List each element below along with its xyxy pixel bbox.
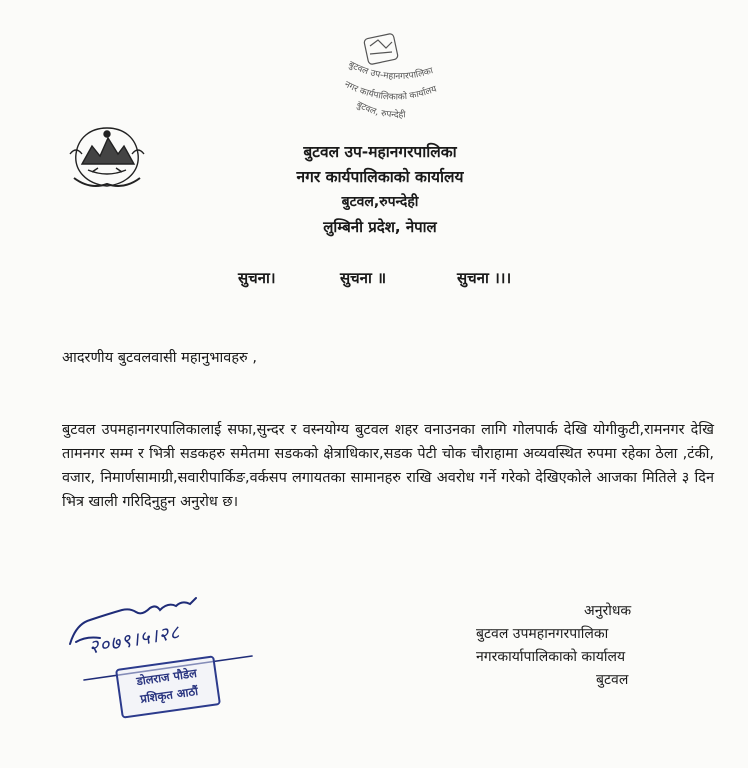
handwritten-date: २०७९।५।२८ [86,621,182,659]
municipality-seal-icon [326,30,458,140]
signer-office-1: बुटवल उपमहानगरपालिका [476,626,609,642]
stamp-officer-title: प्रशिकृत आठौं [139,683,199,706]
office-location: बुटवल,रुपन्देही [341,194,419,210]
svg-text:नगर कार्यपालिकाको कार्यालय: नगर कार्यपालिकाको कार्यालय [342,79,439,103]
office-name: नगर कार्यपालिकाको कार्यालय [296,168,464,186]
notice-label-2: सुचना ॥ [340,269,387,287]
notice-label-3: सुचना ।।। [457,269,512,287]
province-country: लुम्बिनी प्रदेश, नेपाल [323,218,437,236]
notice-label-1: सुचना। [238,269,276,287]
requester-label: अनुरोधक [584,603,632,619]
signer-office-2: नगरकार्यापालिकाको कार्यालय [476,649,626,665]
signer-place: बुटवल [596,672,629,688]
stamp-officer-name: डोलराज पौडेल [135,665,198,689]
notice-body: बुटवल उपमहानगरपालिकालाई सफा,सुन्दर र वस्नयोग्य बुटवल शहर वनाउनका लागि गोलपार्क देखि योगीकुटी,रामनगर देखि तामनगर सम्म र भित्री सडकहरु समेतमा सडकको क्षेत्राधिकार,सडक पेटी चोक चौराहामा अव्यवस्थित रुपमा रहेका ठेला ,टंकी, वजार, निमार्णसामाग्री,सवारीपार्किङ,वर्कसप लगायतका सामानहरु राखि अवरोध गर्ने गरेको देखिएकोले आजका मितिले ३ दिन भित्र खाली गरिदिनुहुन अनुरोध छ। [62,422,714,510]
municipality-name: बुटवल उप-महानगरपालिका [303,143,457,161]
handwritten-signature-icon [56,580,256,740]
notice-heading [0,268,748,292]
svg-text:बुटवल उप-महानगरपालिका: बुटवल उप-महानगरपालिका [346,59,435,83]
signature-block [476,600,696,692]
letterhead [180,140,580,240]
nepal-emblem-icon [68,124,146,190]
svg-text:बुटवल, रुपन्देही: बुटवल, रुपन्देही [354,99,406,121]
salutation: आदरणीय बुटवलवासी महानुभावहरु , [62,350,257,366]
